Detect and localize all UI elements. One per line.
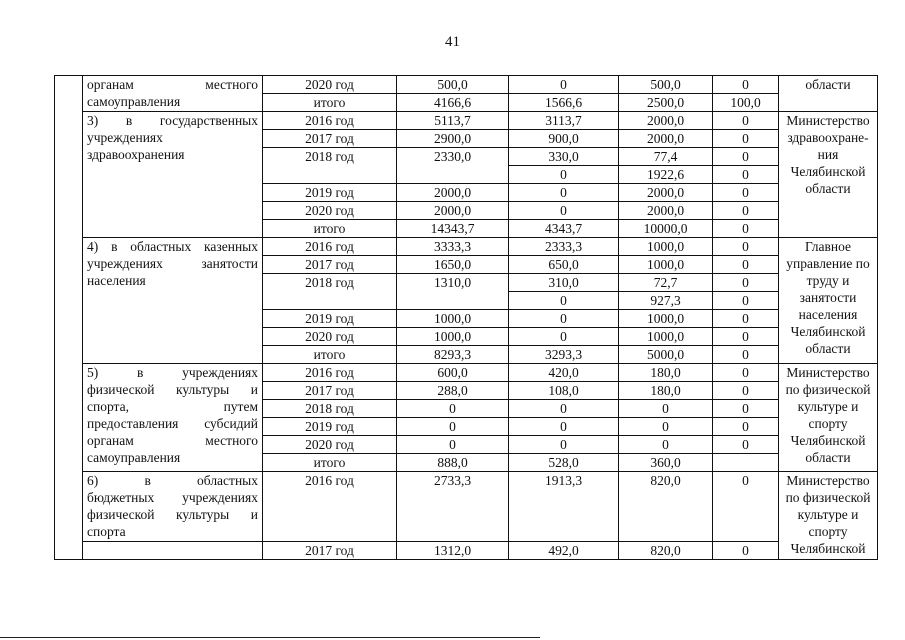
value-cell: 492,0 [509, 542, 619, 560]
value-cell: 2000,0 [619, 112, 713, 130]
table-row [55, 542, 878, 560]
year-cell: 2020 год [263, 76, 397, 94]
value-cell: 180,0 [619, 382, 713, 400]
total-cell: 2733,3 [397, 472, 509, 542]
table-row [55, 112, 878, 130]
value-cell: 10000,0 [619, 220, 713, 238]
value-cell: 820,0 [619, 542, 713, 560]
total-cell: 5113,7 [397, 112, 509, 130]
value-cell: 0 [713, 202, 779, 220]
value-cell: 0 [713, 148, 779, 166]
year-cell: 2016 год [263, 364, 397, 382]
value-cell: 1000,0 [619, 238, 713, 256]
year-cell: 2020 год [263, 202, 397, 220]
year-cell: 2016 год [263, 112, 397, 130]
total-cell: 1312,0 [397, 542, 509, 560]
year-cell: 2019 год [263, 418, 397, 436]
value-cell: 5000,0 [619, 346, 713, 364]
value-cell: 0 [713, 238, 779, 256]
value-cell: 0 [713, 256, 779, 274]
value-cell: 0 [713, 328, 779, 346]
value-cell: 0 [713, 542, 779, 560]
value-cell: 1000,0 [619, 310, 713, 328]
value-cell: 2500,0 [619, 94, 713, 112]
measure-description [83, 542, 263, 560]
total-cell: 2330,0 [397, 148, 509, 184]
total-cell: 1000,0 [397, 310, 509, 328]
value-cell: 1566,6 [509, 94, 619, 112]
value-cell: 420,0 [509, 364, 619, 382]
total-cell: 500,0 [397, 76, 509, 94]
year-cell: 2020 год [263, 328, 397, 346]
total-cell: 0 [397, 418, 509, 436]
value-cell: 3113,7 [509, 112, 619, 130]
value-cell: 0 [713, 130, 779, 148]
value-cell: 0 [713, 220, 779, 238]
value-cell: 310,0 [509, 274, 619, 292]
year-cell: 2019 год [263, 184, 397, 202]
responsible-organization: области [779, 76, 878, 112]
year-cell: 2017 год [263, 542, 397, 560]
value-cell: 927,3 [619, 292, 713, 310]
value-cell: 2000,0 [619, 184, 713, 202]
value-cell: 0 [509, 328, 619, 346]
value-cell: 0 [713, 382, 779, 400]
value-cell: 500,0 [619, 76, 713, 94]
value-cell: 650,0 [509, 256, 619, 274]
year-cell: 2018 год [263, 148, 397, 184]
measure-description: 6) в областных бюджетных учреждениях физической культуры и спорта [83, 472, 263, 542]
budget-table [54, 75, 878, 560]
value-cell: 0 [713, 112, 779, 130]
year-cell: 2018 год [263, 274, 397, 310]
value-cell: 3293,3 [509, 346, 619, 364]
value-cell: 0 [619, 418, 713, 436]
total-cell: 888,0 [397, 454, 509, 472]
table-row [55, 364, 878, 382]
year-cell: 2020 год [263, 436, 397, 454]
year-cell: итого [263, 346, 397, 364]
value-cell: 0 [713, 310, 779, 328]
total-cell: 2000,0 [397, 184, 509, 202]
value-cell: 0 [509, 436, 619, 454]
total-cell: 1650,0 [397, 256, 509, 274]
responsible-organization: Министерство по физической культуре и спорту Челябинской области [779, 364, 878, 472]
value-cell: 1000,0 [619, 256, 713, 274]
value-cell: 0 [509, 166, 619, 184]
year-cell: 2018 год [263, 400, 397, 418]
value-cell: 2333,3 [509, 238, 619, 256]
measure-description: органам местного самоуправления [83, 76, 263, 112]
measure-description: 4) в областных казенных учреждениях занятости населения [83, 238, 263, 364]
value-cell: 0 [713, 166, 779, 184]
value-cell: 1922,6 [619, 166, 713, 184]
value-cell: 0 [619, 436, 713, 454]
value-cell: 0 [713, 274, 779, 292]
value-cell: 0 [713, 76, 779, 94]
total-cell: 3333,3 [397, 238, 509, 256]
total-cell: 1000,0 [397, 328, 509, 346]
value-cell: 77,4 [619, 148, 713, 166]
value-cell: 528,0 [509, 454, 619, 472]
index-column [55, 76, 83, 560]
value-cell: 820,0 [619, 472, 713, 542]
total-cell: 0 [397, 436, 509, 454]
footer-rule [0, 637, 540, 638]
total-cell: 600,0 [397, 364, 509, 382]
year-cell: 2017 год [263, 382, 397, 400]
value-cell: 0 [713, 436, 779, 454]
value-cell: 100,0 [713, 94, 779, 112]
value-cell: 0 [509, 184, 619, 202]
year-cell: итого [263, 220, 397, 238]
value-cell: 360,0 [619, 454, 713, 472]
total-cell: 14343,7 [397, 220, 509, 238]
responsible-organization: Главное управление по труду и занятости населения Челябинской области [779, 238, 878, 364]
value-cell: 0 [509, 310, 619, 328]
year-cell: 2019 год [263, 310, 397, 328]
value-cell: 0 [509, 292, 619, 310]
table-row [55, 472, 878, 542]
total-cell: 8293,3 [397, 346, 509, 364]
year-cell: 2017 год [263, 256, 397, 274]
total-cell: 4166,6 [397, 94, 509, 112]
measure-description: 3) в государственных учреждениях здравоохранения [83, 112, 263, 238]
value-cell: 4343,7 [509, 220, 619, 238]
value-cell: 0 [713, 292, 779, 310]
value-cell: 0 [713, 418, 779, 436]
table-row [55, 238, 878, 256]
total-cell: 2900,0 [397, 130, 509, 148]
year-cell: 2016 год [263, 472, 397, 542]
value-cell: 0 [509, 418, 619, 436]
value-cell: 0 [713, 346, 779, 364]
value-cell: 1913,3 [509, 472, 619, 542]
value-cell: 0 [713, 184, 779, 202]
total-cell: 288,0 [397, 382, 509, 400]
total-cell: 0 [397, 400, 509, 418]
measure-description: 5) в учреждениях физической культуры и спорта, путем предоставления субсидий органам местного самоуправления [83, 364, 263, 472]
total-cell: 1310,0 [397, 274, 509, 310]
year-cell: итого [263, 454, 397, 472]
value-cell: 108,0 [509, 382, 619, 400]
table-row [55, 76, 878, 94]
year-cell: итого [263, 94, 397, 112]
value-cell: 1000,0 [619, 328, 713, 346]
value-cell [713, 454, 779, 472]
year-cell: 2017 год [263, 130, 397, 148]
total-cell: 2000,0 [397, 202, 509, 220]
value-cell: 0 [509, 202, 619, 220]
value-cell: 0 [509, 76, 619, 94]
value-cell: 180,0 [619, 364, 713, 382]
page-number: 41 [445, 34, 460, 50]
value-cell: 330,0 [509, 148, 619, 166]
value-cell: 0 [509, 400, 619, 418]
value-cell: 0 [619, 400, 713, 418]
year-cell: 2016 год [263, 238, 397, 256]
responsible-organization: Министерство по физической культуре и спорту Челябинской [779, 472, 878, 560]
value-cell: 72,7 [619, 274, 713, 292]
value-cell: 900,0 [509, 130, 619, 148]
value-cell: 0 [713, 400, 779, 418]
value-cell: 2000,0 [619, 130, 713, 148]
value-cell: 2000,0 [619, 202, 713, 220]
value-cell: 0 [713, 472, 779, 542]
value-cell: 0 [713, 364, 779, 382]
responsible-organization: Министерство здравоохране- ния Челябинской области [779, 112, 878, 238]
